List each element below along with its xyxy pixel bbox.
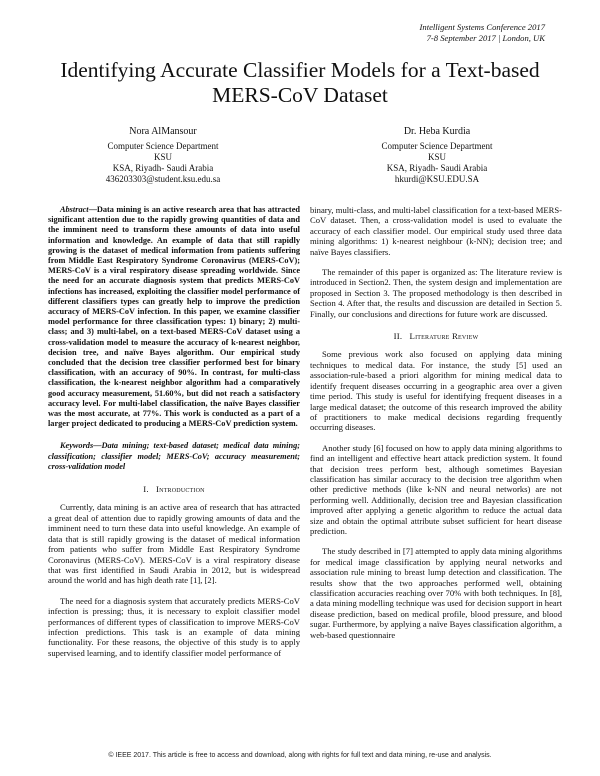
literature-paragraph-2: Another study [6] focused on how to apply data mining algorithms to find an intelligent and effective heart attack prediction system. It found that decision trees perform best, although sometimes Bayesian classification has similar accuracy to the decision tree algorithm when other predictive methods (like k-NN and neural networks) are not performing well. Additionally, decision tree and Bayesian classification improved after applying a genetic algorithm to reduce the actual data size and obtain the optimal attribute subset sufficient for heart disease prediction. xyxy=(310,442,562,536)
author-name: Dr. Heba Kurdia xyxy=(403,126,471,137)
literature-paragraph-3: The study described in [7] attempted to apply data mining algorithms for medical image classification by applying neural networks and association rule mining to breast lump detection and classification. The results show that the two approaches performed well, obtaining classification accuracies reaching over 70% with both techniques. In [8], a data mining modelling technique was used for decision support in heart disease prediction, based on medical profile, blood pressure, and blood sugar. Furthermore, by applying a naïve Bayes classification algorithm, a web-based questionnaire xyxy=(310,546,562,640)
intro-paragraph-2: The need for a diagnosis system that accurately predicts MERS-CoV infection is pressing; thus, it is necessary to exploit classifier model performances of different types of classification to improve MERS-CoV infection predictions. This task is an example of data mining functionality. For these reasons, the objective of this study is to apply supervised learning, and to identify classifier model performance of xyxy=(48,595,300,658)
intro-paragraph-continued: binary, multi-class, and multi-label classification for a text-based MERS-CoV dataset. Then, a cross-validation model is used to evaluate the accuracy of each classifier model. Our empirical study used three data mining algorithms: 1) k-nearest neighbour (k-NN); decision tree; and naïve Bayes classifiers. xyxy=(310,205,562,257)
author-department: Computer Science Department xyxy=(107,141,219,151)
literature-paragraph-1: Some previous work also focused on applying data mining techniques to medical data. For instance, the study [5] used an association-rule-based a priori algorithm for mining medical data to identify frequent diseases occurring in a geographic area over a given time period. This study is useful for identifying frequent diseases in a large medical dataset; the outcome of this research improved the ability of practitioners to make medical decisions regarding frequently occurring diseases. xyxy=(310,349,562,433)
intro-paragraph-1: Currently, data mining is an active area of research that has attracted a great deal of attention due to rapidly growing amounts of data and the imminent need to turn these data into useful knowledge. An example of data that is still rapidly growing is the dataset of medical information from patients who suffer from Middle East Respiratory Syndrome Coronavirus (MERS-CoV). MERS-CoV is a viral respiratory disease that was first identified in Saudi Arabia in 2012, but is widespread around the world and has high death rate [1], [2]. xyxy=(48,502,300,586)
section-title: Introduction xyxy=(156,484,205,495)
author-university: KSU xyxy=(427,152,446,162)
abstract xyxy=(48,205,300,429)
author-block-1 xyxy=(58,125,268,185)
author-block-2 xyxy=(332,125,542,185)
section-heading-literature-review xyxy=(310,331,562,341)
author-location: KSA, Riyadh- Saudi Arabia xyxy=(386,163,488,173)
author-location: KSA, Riyadh- Saudi Arabia xyxy=(112,163,214,173)
keywords: Keywords—Data mining; text-based dataset; medical data mining; classification; classifier model; MERS-CoV; accuracy measurement; cross-validation model xyxy=(48,441,300,471)
copyright-footer: © IEEE 2017. This article is free to access and download, along with rights for full text and data mining, re-use and analysis. xyxy=(108,752,492,759)
right-column xyxy=(310,205,562,640)
author-email: 436203303@student.ksu.edu.sa xyxy=(105,174,221,184)
author-name: Nora AlMansour xyxy=(129,126,197,137)
abstract-text: —Data mining is an active research area that has attracted significant attention due to the rapidly growing quantities of data and the imminent need to transform these amounts of data into useful information and knowledge. An example of data that still rapidly growing is the dataset of medical information from patients suffering from Middle East Respiratory Syndrome Coronavirus (MERS-CoV); MERS-CoV is a viral respiratory disease spreading worldwide. Since the need for an accurate diagnosis system that predicts MERS-CoV infections has increased, exploiting the classifier model performance of different classifiers types can greatly help to improve the prediction accuracy of MERS-CoV infection. In this paper, we examine classifier model performance for three classification types: 1) binary; 2) multi-class; and 3) multi-label, on a text-based MERS-CoV dataset using a cross-validation model to measure the accuracy of k-nearest neighbor, decision tree, and naïve Bayes algorithm. Our empirical study concluded that the decision tree classifier performed best for binary classification, with an accuracy of 90%. In contrast, for multi-class classification, the k-nearest neighbor algorithm had a comparatively good accuracy measurement, 51.60%, but did not reach a satisfactory accuracy level. For multi-label classification, the naïve Bayes classifier was the most accurate, at 77%. This work is conducted as a part of a larger project dedicated to producing a MERS-CoV prediction system. xyxy=(48,205,300,429)
remainder-paragraph: The remainder of this paper is organized as: The literature review is introduced in Section2. Then, the system design and implementation are proposed in Section 3. The proposed methodology is then described in Section 4. After that, the results and discussion are detailed in Section 5. Finally, our conclusions and directions for future work are discussed. xyxy=(310,267,562,319)
conference-name: Intelligent Systems Conference 2017 xyxy=(419,22,545,32)
author-university: KSU xyxy=(153,152,172,162)
section-number: I. xyxy=(143,484,149,495)
conference-header xyxy=(420,22,545,43)
abstract-label: Abstract xyxy=(60,205,89,214)
section-heading-introduction xyxy=(48,484,300,494)
author-department: Computer Science Department xyxy=(381,141,493,151)
section-number: II. xyxy=(393,331,403,342)
section-title: Literature Review xyxy=(409,331,479,342)
conference-date-location: 7-8 September 2017 | London, UK xyxy=(426,32,545,43)
left-column xyxy=(48,205,300,658)
author-email: hkurdi@KSU.EDU.SA xyxy=(394,174,480,184)
paper-title: Identifying Accurate Classifier Models for a Text-based MERS-CoV Dataset xyxy=(60,58,540,107)
